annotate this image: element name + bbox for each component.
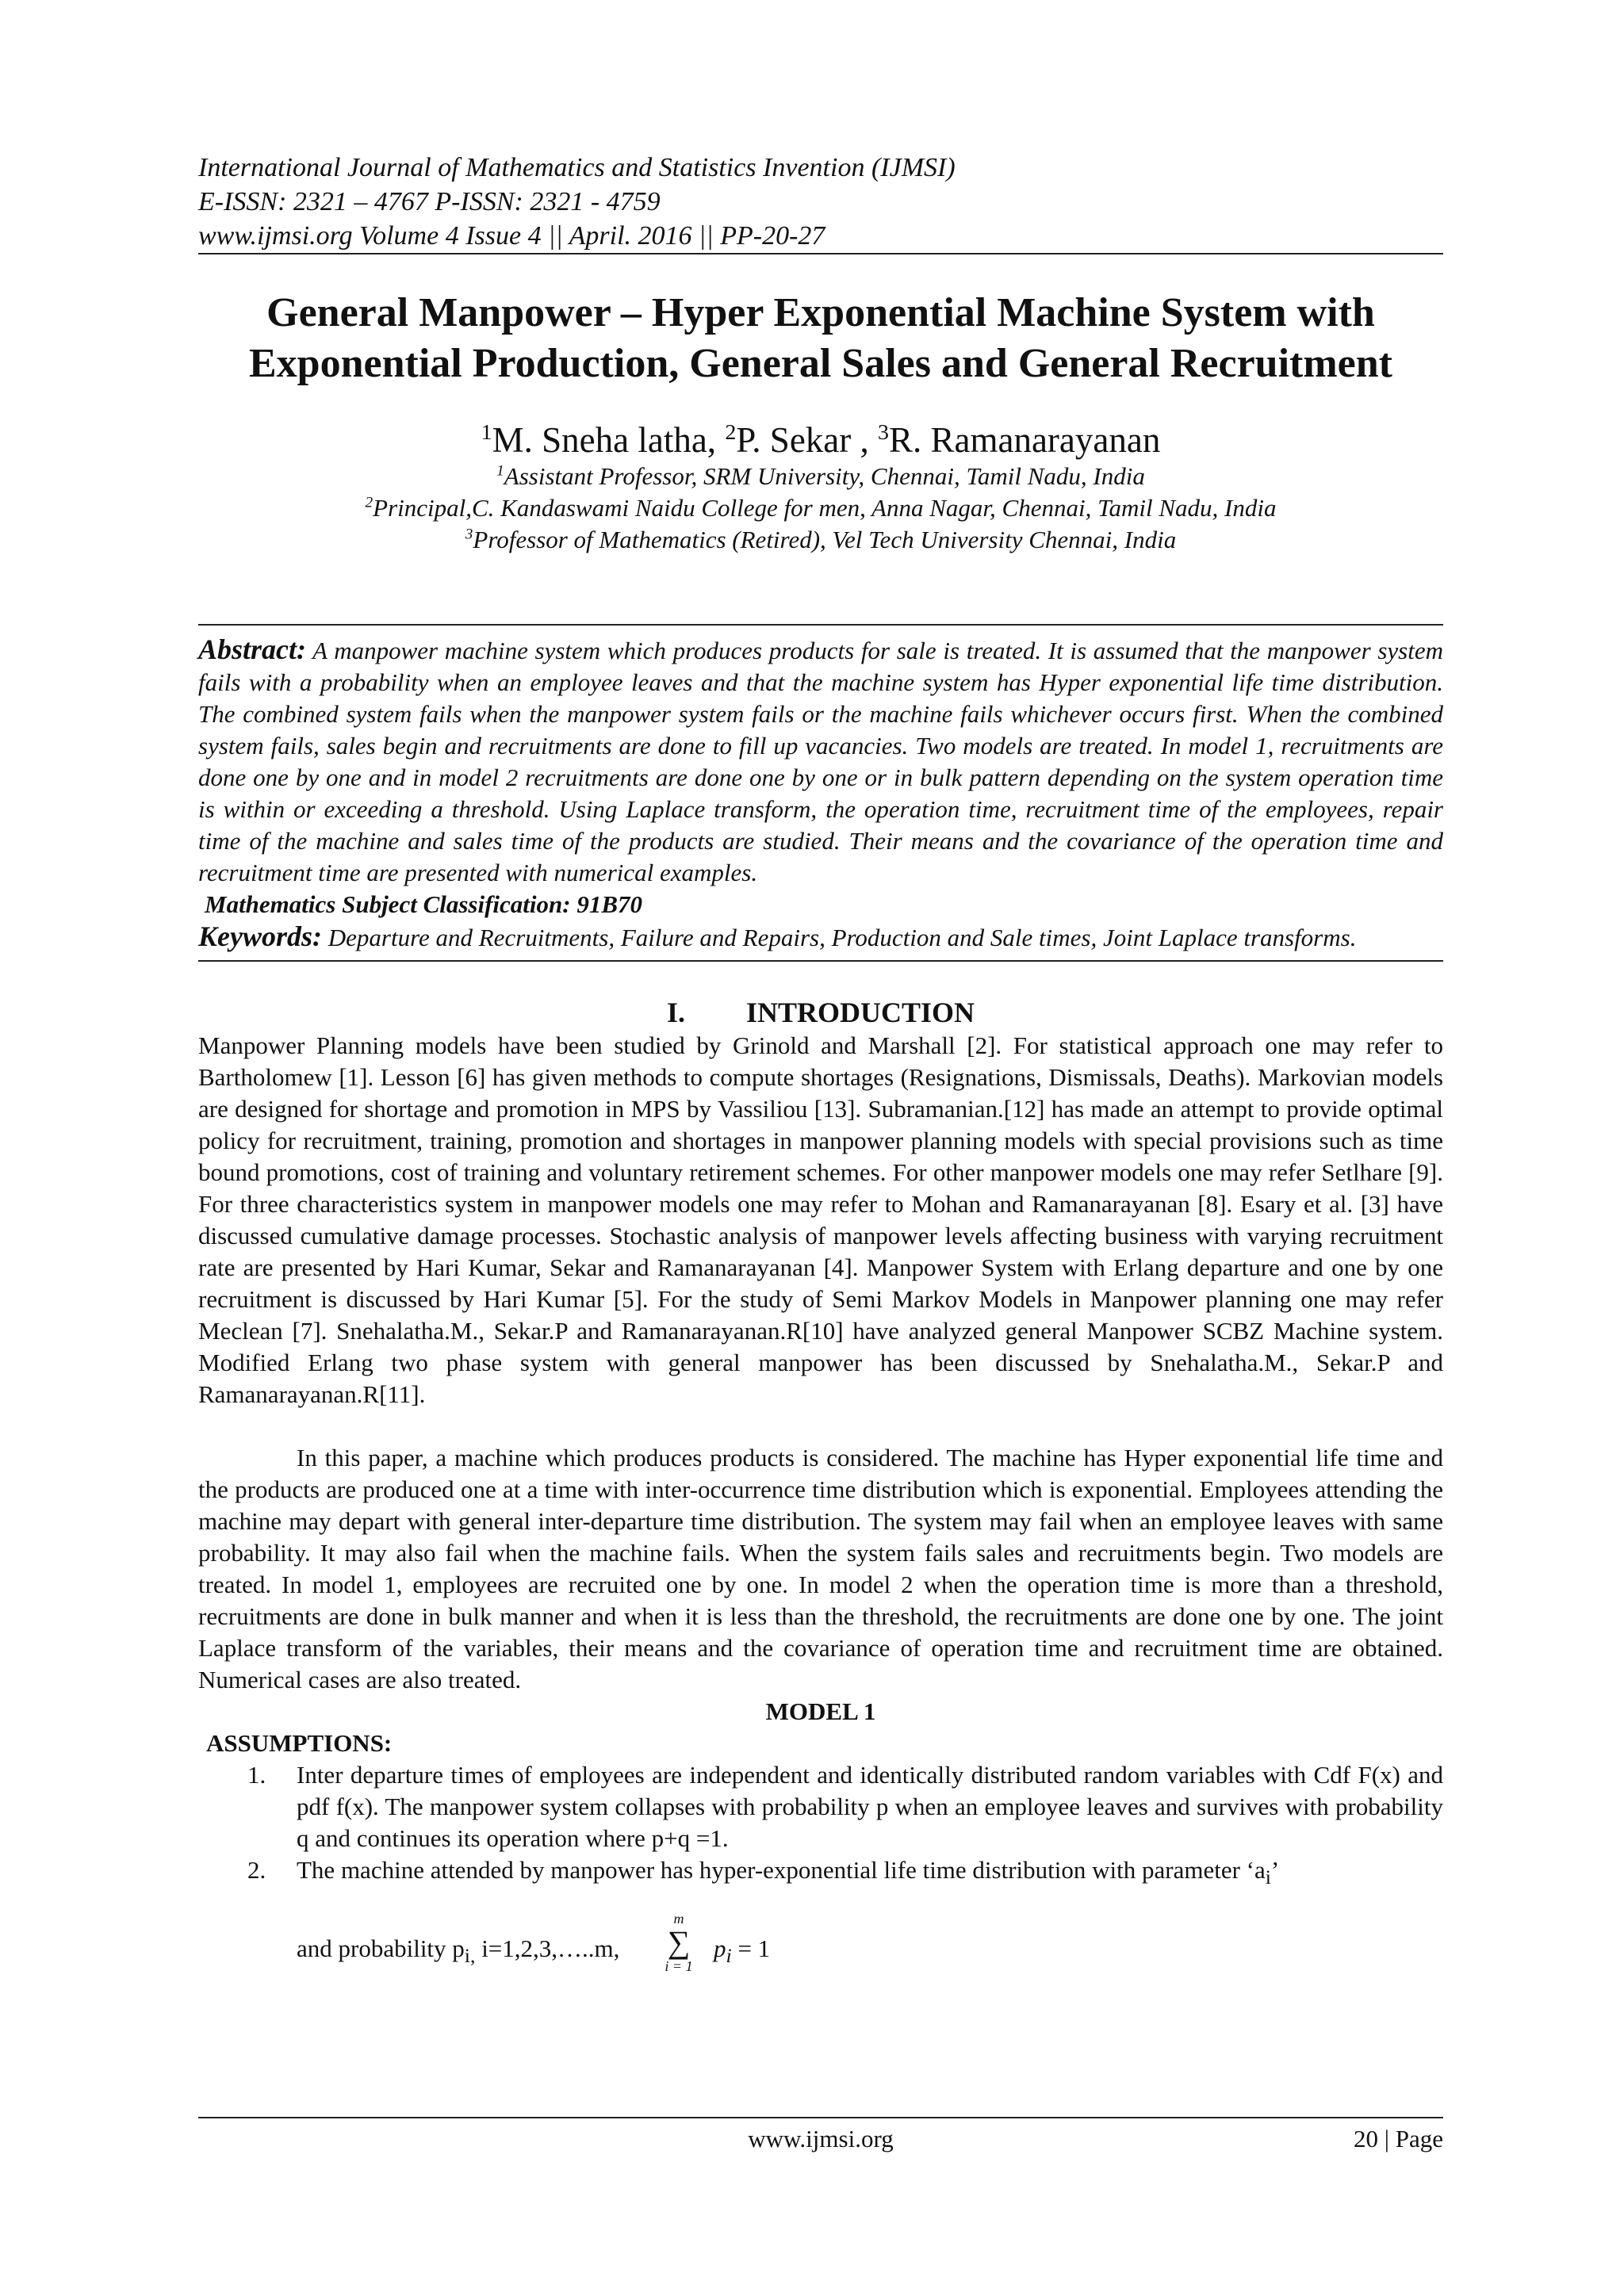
msc-classification: Mathematics Subject Classification: 91B70	[205, 890, 643, 918]
formula-prefix-text: and probability p	[297, 1934, 465, 1963]
section-heading-introduction	[198, 995, 1443, 1030]
author-2: P. Sekar ,	[736, 420, 879, 460]
affiliation-3	[198, 524, 1443, 556]
formula-term: p	[714, 1934, 726, 1963]
affiliation-text-2: Principal,C. Kandaswami Naidu College for men, Anna Nagar, Chennai, Tamil Nadu, India	[373, 494, 1277, 522]
affiliation-text-1: Assistant Professor, SRM University, Chennai, Tamil Nadu, India	[504, 462, 1145, 490]
formula-mid: i=1,2,3,…..m,	[475, 1934, 620, 1963]
affiliation-sup-2: 2	[365, 494, 373, 511]
assumption-item	[198, 1854, 1443, 1893]
formula-term-sub: i	[726, 1944, 732, 1968]
summation-symbol	[663, 1911, 695, 1974]
journal-header	[198, 151, 1443, 253]
abstract-bottom-rule	[198, 960, 1443, 962]
author-sup-2: 2	[725, 420, 737, 445]
affiliation-sup-1: 1	[496, 462, 504, 480]
affiliation-1	[198, 461, 1443, 492]
assumption-subscript: i	[1265, 1866, 1271, 1889]
formula-rhs	[714, 1933, 770, 1972]
assumption-item	[198, 1759, 1443, 1854]
keywords-label: Keywords:	[198, 920, 322, 952]
abstract-top-rule	[198, 624, 1443, 626]
section-title: INTRODUCTION	[745, 997, 975, 1028]
paper-page	[198, 151, 1443, 1977]
abstract-text: A manpower machine system which produces products for sale is treated. It is assumed that the manpower system fails with a probability when an employee leaves and that the machine system has Hyper exponential life time distribution. The combined system fails when the manpower system fails or the machine fails whichever occurs first. When the combined system fails, sales begin and recruitments are done to fill up vacancies. Two models are treated. In model 1, recruitments are done one by one and in model 2 recruitments are done one by one or in bulk pattern depending on the system operation time is within or exceeding a threshold. Using Laplace transform, the operation time, recruitment time of the employees, repair time of the machine and sales time of the products are studied. Their means and the covariance of the operation time and recruitment time are presented with numerical examples.	[198, 637, 1443, 886]
section-number: I.	[666, 997, 685, 1028]
assumption-number: 2.	[247, 1856, 266, 1884]
assumption-text: The machine attended by manpower has hyper-exponential life time distribution with parameter ‘a	[297, 1856, 1266, 1884]
abstract	[198, 633, 1443, 889]
journal-issn: E-ISSN: 2321 – 4767 P-ISSN: 2321 - 4759	[198, 187, 661, 216]
intro-paragraph-2: In this paper, a machine which produces products is considered. The machine has Hyper exponential life time and the products are produced one at a time with inter-occurrence time distribution which is exponential. Employees attending the machine may depart with general inter-departure time distribution. The system may fail when an employee leaves with same probability. It may also fail when the machine fails. When the system fails sales and recruitments begin. Two models are treated. In model 1, employees are recruited one by one. In model 2 when the operation time is more than a threshold, recruitments are done in bulk manner and when it is less than the threshold, the recruitments are done one by one. The joint Laplace transform of the variables, their means and the covariance of operation time and recruitment time are obtained. Numerical cases are also treated.	[198, 1444, 1443, 1693]
affiliation-2	[198, 492, 1443, 524]
journal-name: International Journal of Mathematics and Statistics Invention (IJMSI)	[198, 153, 956, 182]
affiliations	[198, 461, 1443, 556]
paper-title	[198, 288, 1443, 389]
author-list	[198, 419, 1443, 461]
title-line-2: Exponential Production, General Sales and General Recruitment	[249, 341, 1392, 386]
sum-upper-limit: m	[673, 1911, 684, 1927]
intro-paragraph-1: Manpower Planning models have been studied by Grinold and Marshall [2]. For statistical approach one may refer to Bartholomew [1]. Lesson [6] has given methods to compute shortages (Resignations, Dismissals, Deaths). Markovian models are designed for shortage and promotion in MPS by Vassiliou [13]. Subramanian.[12] has made an attempt to provide optimal policy for recruitment, training, promotion and shortages in manpower planning models with special provisions such as time bound promotions, cost of training and voluntary retirement schemes. For other manpower models one may refer Setlhare [9]. For three characteristics system in manpower models one may refer to Mohan and Ramanarayanan [8]. Esary et al. [3] have discussed cumulative damage processes. Stochastic analysis of manpower levels affecting business with varying recruitment rate are presented by Hari Kumar, Sekar and Ramanarayanan [4]. Manpower System with Erlang departure and one by one recruitment is discussed by Hari Kumar [5]. For the study of Semi Markov Models in Manpower planning one may refer Meclean [7]. Snehalatha.M., Sekar.P and Ramanarayanan.R[10] have analyzed general Manpower SCBZ Machine system. Modified Erlang two phase system with general manpower has been discussed by Snehalatha.M., Sekar.P and Ramanarayanan.R[11].	[198, 1031, 1443, 1408]
abstract-block	[198, 624, 1443, 962]
assumption-text-end: ’	[1270, 1856, 1280, 1884]
assumptions-heading: ASSUMPTIONS:	[206, 1729, 393, 1757]
abstract-label: Abstract:	[198, 633, 307, 665]
assumption-number: 1.	[247, 1761, 266, 1789]
affiliation-text-3: Professor of Mathematics (Retired), Vel Tech University Chennai, India	[473, 526, 1177, 553]
sum-sigma: ∑	[667, 1924, 691, 1961]
formula-prefix-sub: i,	[464, 1944, 476, 1968]
title-line-1: General Manpower – Hyper Exponential Machine System with	[266, 290, 1375, 335]
model-heading: MODEL 1	[765, 1697, 876, 1725]
header-rule	[198, 253, 1443, 254]
author-sup-3: 3	[878, 420, 889, 445]
probability-formula	[198, 1911, 1443, 1977]
footer-website: www.ijmsi.org	[748, 2125, 894, 2152]
footer-rule	[198, 2117, 1443, 2118]
author-1: M. Sneha latha,	[492, 420, 726, 460]
author-3: R. Ramanarayanan	[888, 420, 1161, 460]
assumption-list	[198, 1759, 1443, 1893]
assumption-text: Inter departure times of employees are independent and identically distributed random variables with Cdf F(x) and pdf f(x). The manpower system collapses with probability p when an employee leaves and survives with probability q and continues its operation where p+q =1.	[297, 1761, 1443, 1852]
sum-lower-limit: i = 1	[665, 1958, 693, 1975]
formula-prefix	[297, 1933, 619, 1972]
keywords	[198, 920, 1443, 954]
formula-equals: = 1	[731, 1934, 771, 1963]
keywords-text: Departure and Recruitments, Failure and Repairs, Production and Sale times, Joint Laplace transforms.	[327, 924, 1357, 951]
footer-page-number: 20 | Page	[1354, 2125, 1443, 2152]
journal-volume: www.ijmsi.org Volume 4 Issue 4 || April. 2016 || PP-20-27	[198, 221, 825, 251]
affiliation-sup-3: 3	[465, 526, 473, 543]
author-sup-1: 1	[481, 420, 492, 445]
